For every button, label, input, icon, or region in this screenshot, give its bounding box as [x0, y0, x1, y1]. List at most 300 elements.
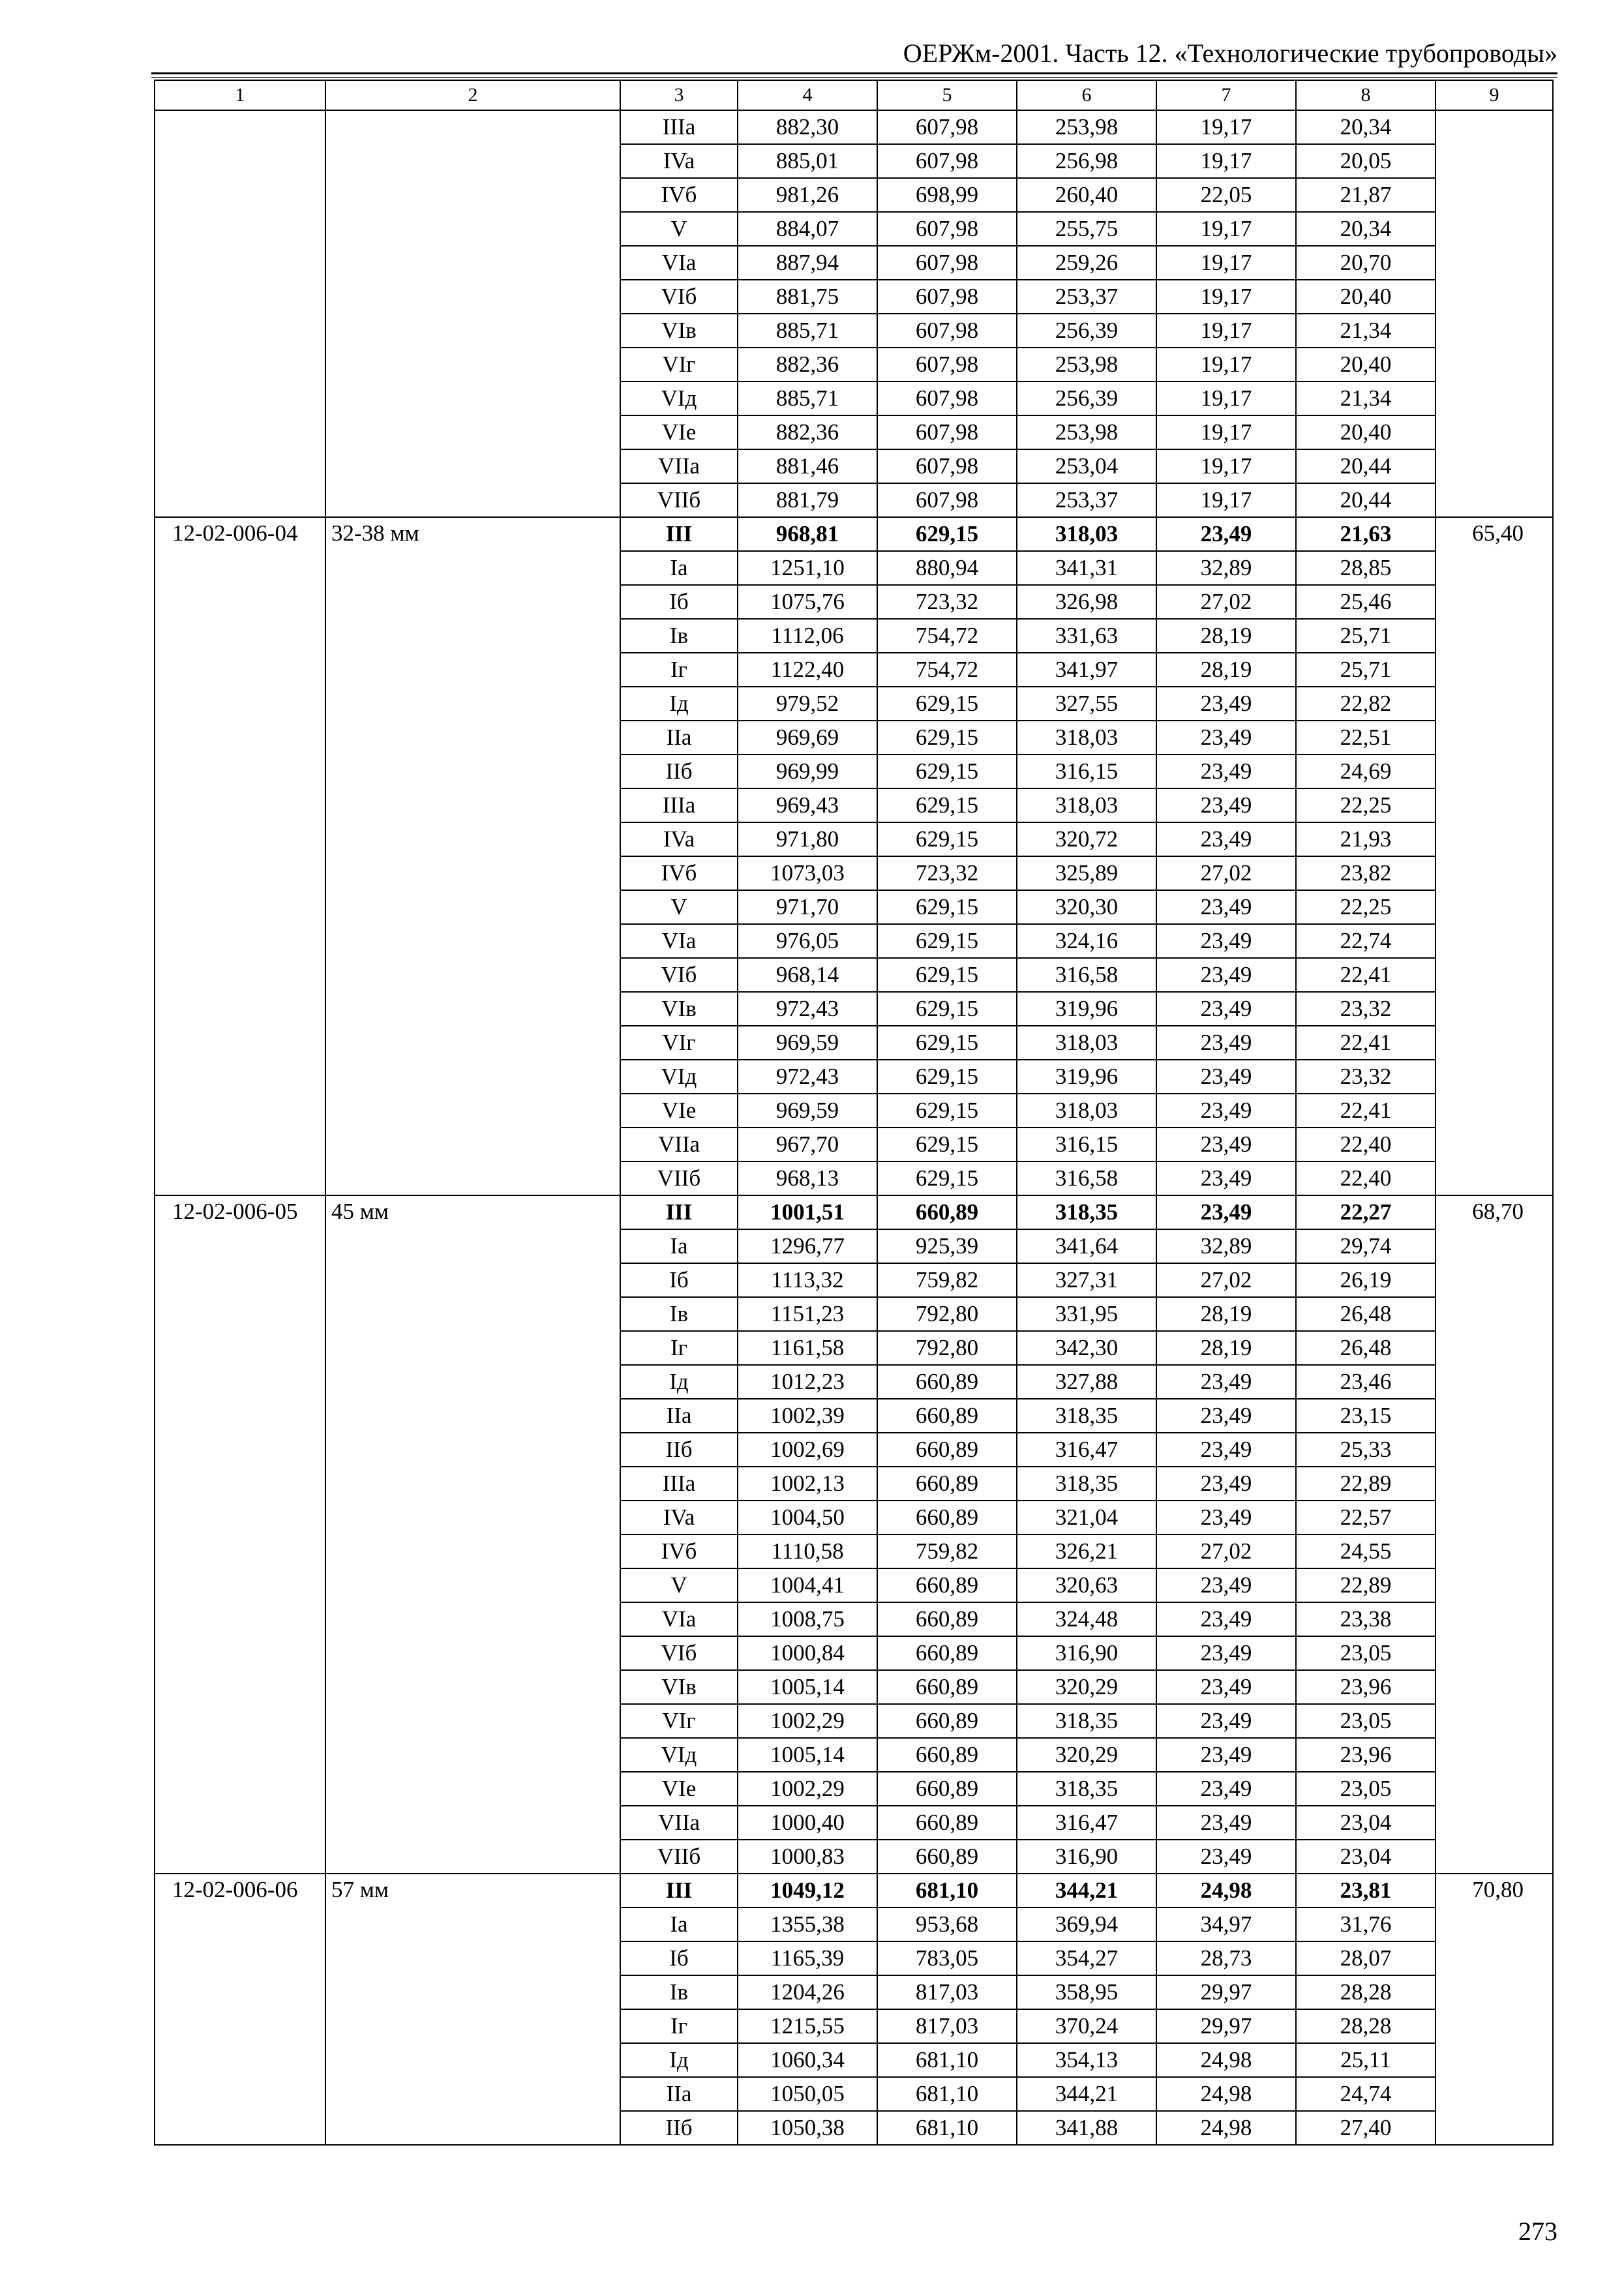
- machines-cell: 320,29: [1017, 1670, 1156, 1704]
- zone-cell: VIIa: [620, 1806, 738, 1840]
- materials-cell: 25,71: [1296, 653, 1436, 687]
- machines-cell: 256,39: [1017, 314, 1156, 348]
- wages-cell: 660,89: [877, 1433, 1017, 1467]
- machinist-wages-cell: 19,17: [1156, 314, 1296, 348]
- total-cost-cell: 884,07: [738, 212, 877, 246]
- zone-cell: Iв: [620, 619, 738, 653]
- wages-cell: 660,89: [877, 1704, 1017, 1738]
- materials-cell: 27,40: [1296, 2111, 1436, 2145]
- materials-cell: 20,34: [1296, 110, 1436, 144]
- zone-cell: VIa: [620, 924, 738, 958]
- total-cost-cell: 968,14: [738, 958, 877, 992]
- total-cost-cell: 969,43: [738, 788, 877, 822]
- machines-cell: 324,16: [1017, 924, 1156, 958]
- machines-cell: 321,04: [1017, 1501, 1156, 1534]
- machinist-wages-cell: 23,49: [1156, 788, 1296, 822]
- zone-cell: Ia: [620, 1229, 738, 1263]
- machines-cell: 253,98: [1017, 110, 1156, 144]
- zone-cell: Iг: [620, 2009, 738, 2043]
- machinist-wages-cell: 27,02: [1156, 585, 1296, 619]
- materials-cell: 23,82: [1296, 856, 1436, 890]
- machines-cell: 369,94: [1017, 1908, 1156, 1941]
- header-rule-thin: [151, 77, 1557, 78]
- wages-cell: 660,89: [877, 1467, 1017, 1501]
- machines-cell: 255,75: [1017, 212, 1156, 246]
- total-cost-cell: 1112,06: [738, 619, 877, 653]
- unaccounted-price-cell: 70,80: [1436, 1874, 1553, 2145]
- wages-cell: 607,98: [877, 212, 1017, 246]
- total-cost-cell: 1050,38: [738, 2111, 877, 2145]
- wages-cell: 629,15: [877, 890, 1017, 924]
- machines-cell: 325,89: [1017, 856, 1156, 890]
- wages-cell: 925,39: [877, 1229, 1017, 1263]
- total-cost-cell: 1005,14: [738, 1670, 877, 1704]
- total-cost-cell: 1075,76: [738, 585, 877, 619]
- machinist-wages-cell: 23,49: [1156, 1568, 1296, 1602]
- machines-cell: 318,03: [1017, 721, 1156, 755]
- machinist-wages-cell: 19,17: [1156, 280, 1296, 314]
- machines-cell: 341,88: [1017, 2111, 1156, 2145]
- wages-cell: 783,05: [877, 1941, 1017, 1975]
- machines-cell: 327,31: [1017, 1263, 1156, 1297]
- zone-cell: Iв: [620, 1297, 738, 1331]
- machines-cell: 331,95: [1017, 1297, 1156, 1331]
- unaccounted-price-cell: [1436, 110, 1553, 517]
- materials-cell: 20,40: [1296, 280, 1436, 314]
- wages-cell: 660,89: [877, 1501, 1017, 1534]
- machines-cell: 316,90: [1017, 1840, 1156, 1874]
- machinist-wages-cell: 23,49: [1156, 1128, 1296, 1161]
- machines-cell: 324,48: [1017, 1602, 1156, 1636]
- zone-cell: VIе: [620, 1094, 738, 1128]
- zone-cell: Iб: [620, 1941, 738, 1975]
- machines-cell: 341,97: [1017, 653, 1156, 687]
- materials-cell: 20,34: [1296, 212, 1436, 246]
- total-cost-cell: 1215,55: [738, 2009, 877, 2043]
- wages-cell: 607,98: [877, 415, 1017, 449]
- wages-cell: 754,72: [877, 619, 1017, 653]
- zone-cell: VIе: [620, 415, 738, 449]
- wages-cell: 629,15: [877, 924, 1017, 958]
- zone-cell: IIa: [620, 721, 738, 755]
- materials-cell: 23,38: [1296, 1602, 1436, 1636]
- total-cost-cell: 969,59: [738, 1094, 877, 1128]
- total-cost-cell: 1110,58: [738, 1534, 877, 1568]
- machinist-wages-cell: 28,19: [1156, 1297, 1296, 1331]
- machines-cell: 319,96: [1017, 992, 1156, 1026]
- total-cost-cell: 1050,05: [738, 2077, 877, 2111]
- total-cost-cell: 1002,29: [738, 1704, 877, 1738]
- total-cost-cell: 885,71: [738, 314, 877, 348]
- machines-cell: 253,98: [1017, 415, 1156, 449]
- total-cost-cell: 887,94: [738, 246, 877, 280]
- zone-cell: VIе: [620, 1772, 738, 1806]
- materials-cell: 23,04: [1296, 1840, 1436, 1874]
- materials-cell: 21,93: [1296, 822, 1436, 856]
- zone-cell: VIд: [620, 1060, 738, 1094]
- machinist-wages-cell: 23,49: [1156, 890, 1296, 924]
- machines-cell: 344,21: [1017, 2077, 1156, 2111]
- total-cost-cell: 979,52: [738, 687, 877, 721]
- wages-cell: 759,82: [877, 1534, 1017, 1568]
- wages-cell: 629,15: [877, 822, 1017, 856]
- zone-cell: IIIa: [620, 788, 738, 822]
- wages-cell: 629,15: [877, 1161, 1017, 1195]
- column-number: 7: [1156, 80, 1296, 110]
- machines-cell: 316,47: [1017, 1433, 1156, 1467]
- wages-cell: 629,15: [877, 1060, 1017, 1094]
- machinist-wages-cell: 23,49: [1156, 1670, 1296, 1704]
- machines-cell: 342,30: [1017, 1331, 1156, 1365]
- zone-cell: IVб: [620, 1534, 738, 1568]
- machinist-wages-cell: 24,98: [1156, 2111, 1296, 2145]
- wages-cell: 607,98: [877, 483, 1017, 517]
- table-row: [155, 1874, 1553, 1908]
- zone-cell: VIд: [620, 382, 738, 415]
- machines-cell: 318,03: [1017, 1026, 1156, 1060]
- rate-description: 57 мм: [325, 1874, 620, 2145]
- total-cost-cell: 885,01: [738, 144, 877, 178]
- wages-cell: 607,98: [877, 246, 1017, 280]
- materials-cell: 22,82: [1296, 687, 1436, 721]
- wages-cell: 660,89: [877, 1636, 1017, 1670]
- wages-cell: 629,15: [877, 1026, 1017, 1060]
- total-cost-cell: 881,46: [738, 449, 877, 483]
- machinist-wages-cell: 19,17: [1156, 212, 1296, 246]
- zone-cell: IVa: [620, 822, 738, 856]
- machinist-wages-cell: 23,49: [1156, 1840, 1296, 1874]
- zone-cell: VIб: [620, 1636, 738, 1670]
- total-cost-cell: 1005,14: [738, 1738, 877, 1772]
- materials-cell: 23,04: [1296, 1806, 1436, 1840]
- machines-cell: 316,58: [1017, 1161, 1156, 1195]
- zone-cell: IVa: [620, 144, 738, 178]
- machines-cell: 320,63: [1017, 1568, 1156, 1602]
- machinist-wages-cell: 19,17: [1156, 449, 1296, 483]
- wages-cell: 759,82: [877, 1263, 1017, 1297]
- wages-cell: 660,89: [877, 1670, 1017, 1704]
- machinist-wages-cell: 19,17: [1156, 246, 1296, 280]
- total-cost-cell: 968,81: [738, 517, 877, 551]
- machines-cell: 331,63: [1017, 619, 1156, 653]
- materials-cell: 25,33: [1296, 1433, 1436, 1467]
- machines-cell: 253,98: [1017, 348, 1156, 382]
- wages-cell: 681,10: [877, 2043, 1017, 2077]
- zone-cell: III: [620, 1874, 738, 1908]
- total-cost-cell: 976,05: [738, 924, 877, 958]
- wages-cell: 681,10: [877, 2111, 1017, 2145]
- total-cost-cell: 969,59: [738, 1026, 877, 1060]
- materials-cell: 21,63: [1296, 517, 1436, 551]
- materials-cell: 24,74: [1296, 2077, 1436, 2111]
- wages-cell: 660,89: [877, 1365, 1017, 1399]
- machinist-wages-cell: 24,98: [1156, 1874, 1296, 1908]
- total-cost-cell: 1355,38: [738, 1908, 877, 1941]
- total-cost-cell: 1002,29: [738, 1772, 877, 1806]
- machinist-wages-cell: 23,49: [1156, 1636, 1296, 1670]
- materials-cell: 28,28: [1296, 2009, 1436, 2043]
- total-cost-cell: 1001,51: [738, 1195, 877, 1229]
- machinist-wages-cell: 23,49: [1156, 1738, 1296, 1772]
- unaccounted-price-cell: 68,70: [1436, 1195, 1553, 1874]
- wages-cell: 698,99: [877, 178, 1017, 212]
- total-cost-cell: 972,43: [738, 992, 877, 1026]
- zone-cell: VIIб: [620, 483, 738, 517]
- wages-cell: 629,15: [877, 517, 1017, 551]
- total-cost-cell: 1204,26: [738, 1975, 877, 2009]
- column-number: 9: [1436, 80, 1553, 110]
- zone-cell: IVб: [620, 178, 738, 212]
- materials-cell: 22,27: [1296, 1195, 1436, 1229]
- total-cost-cell: 969,99: [738, 755, 877, 788]
- zone-cell: VIIб: [620, 1161, 738, 1195]
- machines-cell: 318,35: [1017, 1195, 1156, 1229]
- total-cost-cell: 1060,34: [738, 2043, 877, 2077]
- total-cost-cell: 881,79: [738, 483, 877, 517]
- machinist-wages-cell: 23,49: [1156, 958, 1296, 992]
- machinist-wages-cell: 23,49: [1156, 822, 1296, 856]
- total-cost-cell: 1000,83: [738, 1840, 877, 1874]
- column-number: 5: [877, 80, 1017, 110]
- zone-cell: IIб: [620, 755, 738, 788]
- wages-cell: 607,98: [877, 348, 1017, 382]
- machinist-wages-cell: 23,49: [1156, 1467, 1296, 1501]
- table-body: [155, 80, 1553, 2145]
- machines-cell: 253,37: [1017, 280, 1156, 314]
- wages-cell: 792,80: [877, 1297, 1017, 1331]
- rate-code: 12-02-006-06: [155, 1874, 325, 2145]
- machines-cell: 327,88: [1017, 1365, 1156, 1399]
- machinist-wages-cell: 23,49: [1156, 1772, 1296, 1806]
- machinist-wages-cell: 32,89: [1156, 1229, 1296, 1263]
- machinist-wages-cell: 19,17: [1156, 483, 1296, 517]
- machinist-wages-cell: 23,49: [1156, 1365, 1296, 1399]
- materials-cell: 23,05: [1296, 1636, 1436, 1670]
- total-cost-cell: 968,13: [738, 1161, 877, 1195]
- machinist-wages-cell: 19,17: [1156, 110, 1296, 144]
- zone-cell: Iб: [620, 1263, 738, 1297]
- total-cost-cell: 1004,50: [738, 1501, 877, 1534]
- machinist-wages-cell: 22,05: [1156, 178, 1296, 212]
- zone-cell: VIв: [620, 1670, 738, 1704]
- machines-cell: 318,35: [1017, 1399, 1156, 1433]
- total-cost-cell: 971,70: [738, 890, 877, 924]
- wages-cell: 629,15: [877, 687, 1017, 721]
- wages-cell: 681,10: [877, 1874, 1017, 1908]
- machinist-wages-cell: 23,49: [1156, 1602, 1296, 1636]
- machinist-wages-cell: 28,19: [1156, 653, 1296, 687]
- machines-cell: 256,98: [1017, 144, 1156, 178]
- total-cost-cell: 972,43: [738, 1060, 877, 1094]
- machinist-wages-cell: 23,49: [1156, 1060, 1296, 1094]
- total-cost-cell: 1073,03: [738, 856, 877, 890]
- materials-cell: 20,70: [1296, 246, 1436, 280]
- machines-cell: 253,04: [1017, 449, 1156, 483]
- machinist-wages-cell: 19,17: [1156, 382, 1296, 415]
- machines-cell: 354,27: [1017, 1941, 1156, 1975]
- machinist-wages-cell: 24,98: [1156, 2043, 1296, 2077]
- rate-code: [155, 110, 325, 517]
- zone-cell: Iб: [620, 585, 738, 619]
- rates-table: [154, 80, 1554, 2146]
- total-cost-cell: 1004,41: [738, 1568, 877, 1602]
- zone-cell: VIг: [620, 1026, 738, 1060]
- wages-cell: 681,10: [877, 2077, 1017, 2111]
- wages-cell: 953,68: [877, 1908, 1017, 1941]
- materials-cell: 26,19: [1296, 1263, 1436, 1297]
- total-cost-cell: 1251,10: [738, 551, 877, 585]
- materials-cell: 23,96: [1296, 1738, 1436, 1772]
- machinist-wages-cell: 32,89: [1156, 551, 1296, 585]
- zone-cell: Iд: [620, 687, 738, 721]
- materials-cell: 23,15: [1296, 1399, 1436, 1433]
- table-row: [155, 517, 1553, 551]
- zone-cell: Iг: [620, 653, 738, 687]
- machines-cell: 253,37: [1017, 483, 1156, 517]
- machinist-wages-cell: 23,49: [1156, 687, 1296, 721]
- total-cost-cell: 1122,40: [738, 653, 877, 687]
- column-number: 8: [1296, 80, 1436, 110]
- machinist-wages-cell: 23,49: [1156, 1026, 1296, 1060]
- machines-cell: 320,30: [1017, 890, 1156, 924]
- zone-cell: VIг: [620, 348, 738, 382]
- machines-cell: 326,21: [1017, 1534, 1156, 1568]
- machines-cell: 326,98: [1017, 585, 1156, 619]
- zone-cell: VIв: [620, 992, 738, 1026]
- materials-cell: 20,40: [1296, 348, 1436, 382]
- machines-cell: 341,31: [1017, 551, 1156, 585]
- machines-cell: 320,29: [1017, 1738, 1156, 1772]
- machines-cell: 318,03: [1017, 1094, 1156, 1128]
- total-cost-cell: 971,80: [738, 822, 877, 856]
- zone-cell: VIг: [620, 1704, 738, 1738]
- total-cost-cell: 1296,77: [738, 1229, 877, 1263]
- total-cost-cell: 885,71: [738, 382, 877, 415]
- wages-cell: 880,94: [877, 551, 1017, 585]
- page-header: ОЕРЖм-2001. Часть 12. «Технологические трубопроводы»: [903, 38, 1557, 68]
- machines-cell: 316,47: [1017, 1806, 1156, 1840]
- machinist-wages-cell: 28,19: [1156, 1331, 1296, 1365]
- rate-description: 32-38 мм: [325, 517, 620, 1195]
- machinist-wages-cell: 23,49: [1156, 1433, 1296, 1467]
- wages-cell: 792,80: [877, 1331, 1017, 1365]
- zone-cell: V: [620, 890, 738, 924]
- wages-cell: 629,15: [877, 755, 1017, 788]
- materials-cell: 25,11: [1296, 2043, 1436, 2077]
- zone-cell: VIд: [620, 1738, 738, 1772]
- zone-cell: IIб: [620, 1433, 738, 1467]
- column-number-row: [155, 80, 1553, 110]
- total-cost-cell: 1002,69: [738, 1433, 877, 1467]
- wages-cell: 660,89: [877, 1840, 1017, 1874]
- materials-cell: 28,85: [1296, 551, 1436, 585]
- zone-cell: IVa: [620, 1501, 738, 1534]
- wages-cell: 660,89: [877, 1806, 1017, 1840]
- materials-cell: 21,34: [1296, 382, 1436, 415]
- machinist-wages-cell: 19,17: [1156, 348, 1296, 382]
- materials-cell: 22,25: [1296, 890, 1436, 924]
- zone-cell: VIa: [620, 1602, 738, 1636]
- total-cost-cell: 1002,39: [738, 1399, 877, 1433]
- wages-cell: 660,89: [877, 1738, 1017, 1772]
- machines-cell: 341,64: [1017, 1229, 1156, 1263]
- wages-cell: 629,15: [877, 788, 1017, 822]
- machinist-wages-cell: 29,97: [1156, 2009, 1296, 2043]
- materials-cell: 20,05: [1296, 144, 1436, 178]
- materials-cell: 21,34: [1296, 314, 1436, 348]
- total-cost-cell: 1165,39: [738, 1941, 877, 1975]
- zone-cell: VIa: [620, 246, 738, 280]
- zone-cell: VIIa: [620, 1128, 738, 1161]
- materials-cell: 23,32: [1296, 1060, 1436, 1094]
- wages-cell: 629,15: [877, 1128, 1017, 1161]
- total-cost-cell: 882,36: [738, 415, 877, 449]
- total-cost-cell: 882,30: [738, 110, 877, 144]
- zone-cell: Iд: [620, 2043, 738, 2077]
- materials-cell: 23,46: [1296, 1365, 1436, 1399]
- wages-cell: 723,32: [877, 585, 1017, 619]
- total-cost-cell: 1008,75: [738, 1602, 877, 1636]
- materials-cell: 20,44: [1296, 483, 1436, 517]
- column-number: 2: [325, 80, 620, 110]
- machinist-wages-cell: 23,49: [1156, 1161, 1296, 1195]
- rate-description: 45 мм: [325, 1195, 620, 1874]
- materials-cell: 22,89: [1296, 1568, 1436, 1602]
- machines-cell: 327,55: [1017, 687, 1156, 721]
- total-cost-cell: 1012,23: [738, 1365, 877, 1399]
- materials-cell: 22,40: [1296, 1161, 1436, 1195]
- materials-cell: 22,74: [1296, 924, 1436, 958]
- zone-cell: V: [620, 1568, 738, 1602]
- rate-description: [325, 110, 620, 517]
- machinist-wages-cell: 23,49: [1156, 1195, 1296, 1229]
- total-cost-cell: 881,75: [738, 280, 877, 314]
- materials-cell: 28,07: [1296, 1941, 1436, 1975]
- materials-cell: 26,48: [1296, 1331, 1436, 1365]
- header-rule: [151, 72, 1557, 74]
- zone-cell: V: [620, 212, 738, 246]
- materials-cell: 22,41: [1296, 1026, 1436, 1060]
- wages-cell: 660,89: [877, 1195, 1017, 1229]
- machines-cell: 260,40: [1017, 178, 1156, 212]
- zone-cell: III: [620, 1195, 738, 1229]
- machines-cell: 318,35: [1017, 1704, 1156, 1738]
- total-cost-cell: 1002,13: [738, 1467, 877, 1501]
- machinist-wages-cell: 27,02: [1156, 856, 1296, 890]
- machines-cell: 354,13: [1017, 2043, 1156, 2077]
- wages-cell: 817,03: [877, 2009, 1017, 2043]
- rate-code: 12-02-006-04: [155, 517, 325, 1195]
- zone-cell: Iд: [620, 1365, 738, 1399]
- machinist-wages-cell: 29,97: [1156, 1975, 1296, 2009]
- materials-cell: 23,05: [1296, 1772, 1436, 1806]
- machinist-wages-cell: 23,49: [1156, 1094, 1296, 1128]
- zone-cell: VIIб: [620, 1840, 738, 1874]
- materials-cell: 28,28: [1296, 1975, 1436, 2009]
- machinist-wages-cell: 23,49: [1156, 992, 1296, 1026]
- unaccounted-price-cell: 65,40: [1436, 517, 1553, 1195]
- machines-cell: 319,96: [1017, 1060, 1156, 1094]
- machinist-wages-cell: 23,49: [1156, 1806, 1296, 1840]
- materials-cell: 26,48: [1296, 1297, 1436, 1331]
- machinist-wages-cell: 23,49: [1156, 1399, 1296, 1433]
- machinist-wages-cell: 23,49: [1156, 1704, 1296, 1738]
- total-cost-cell: 1161,58: [738, 1331, 877, 1365]
- machines-cell: 344,21: [1017, 1874, 1156, 1908]
- machinist-wages-cell: 23,49: [1156, 517, 1296, 551]
- machinist-wages-cell: 23,49: [1156, 924, 1296, 958]
- machines-cell: 358,95: [1017, 1975, 1156, 2009]
